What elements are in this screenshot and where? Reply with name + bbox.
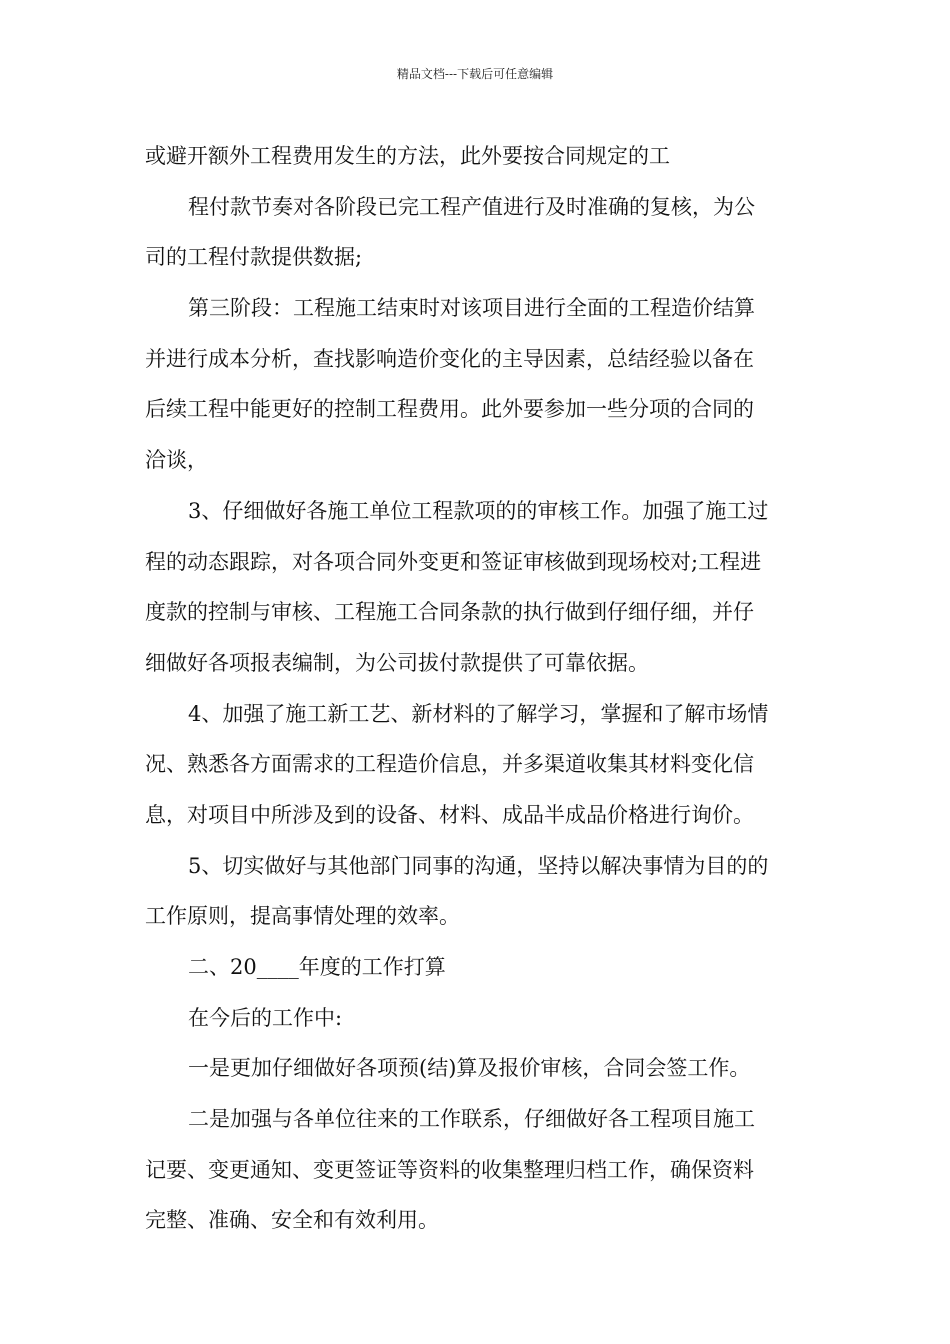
text-line: 一是更加仔细做好各项预(结)算及报价审核，合同会签工作。 [188,1056,751,1081]
text-line: 程付款节奏对各阶段已完工程产值进行及时准确的复核，为公 [188,194,755,219]
text-line: 程的动态跟踪，对各项合同外变更和签证审核做到现场校对;工程进 [145,549,762,574]
text-line: 后续工程中能更好的控制工程费用。此外要参加一些分项的合同的 [145,397,754,422]
text-line: 息，对项目中所涉及到的设备、材料、成品半成品价格进行询价。 [145,802,754,827]
text-line: 二是加强与各单位往来的工作联系，仔细做好各工程项目施工 [188,1107,755,1132]
text-line: 二、20____年度的工作打算 [188,955,446,979]
text-line: 细做好各项报表编制，为公司拔付款提供了可靠依据。 [145,650,649,675]
text-line: 或避开额外工程费用发生的方法，此外要按合同规定的工 [145,144,670,168]
text-line: 在今后的工作中: [188,1005,343,1030]
page-header: 精品文档---下载后可任意编辑 [396,67,554,81]
text-line: 3、仔细做好各施工单位工程款项的的审核工作。加强了施工过 [188,498,769,523]
text-line: 洽谈， [145,448,208,473]
text-line: 并进行成本分析，查找影响造价变化的主导因素，总结经验以备在 [145,346,754,371]
text-line: 况、熟悉各方面需求的工程造价信息，并多渠道收集其材料变化信 [145,752,754,777]
text-line: 记要、变更通知、变更签证等资料的收集整理归档工作，确保资料 [145,1157,754,1182]
text-line: 工作原则，提高事情处理的效率。 [145,904,460,929]
text-line: 司的工程付款提供数据; [145,245,363,270]
text-line: 第三阶段：工程施工结束时对该项目进行全面的工程造价结算 [188,296,755,321]
text-line: 完整、准确、安全和有效利用。 [145,1208,439,1233]
text-line: 度款的控制与审核、工程施工合同条款的执行做到仔细仔细，并仔 [145,600,754,625]
text-line: 5、切实做好与其他部门同事的沟通，坚持以解决事情为目的的 [188,853,769,878]
document-body [145,131,807,1246]
text-line: 4、加强了施工新工艺、新材料的了解学习，掌握和了解市场情 [188,701,769,726]
